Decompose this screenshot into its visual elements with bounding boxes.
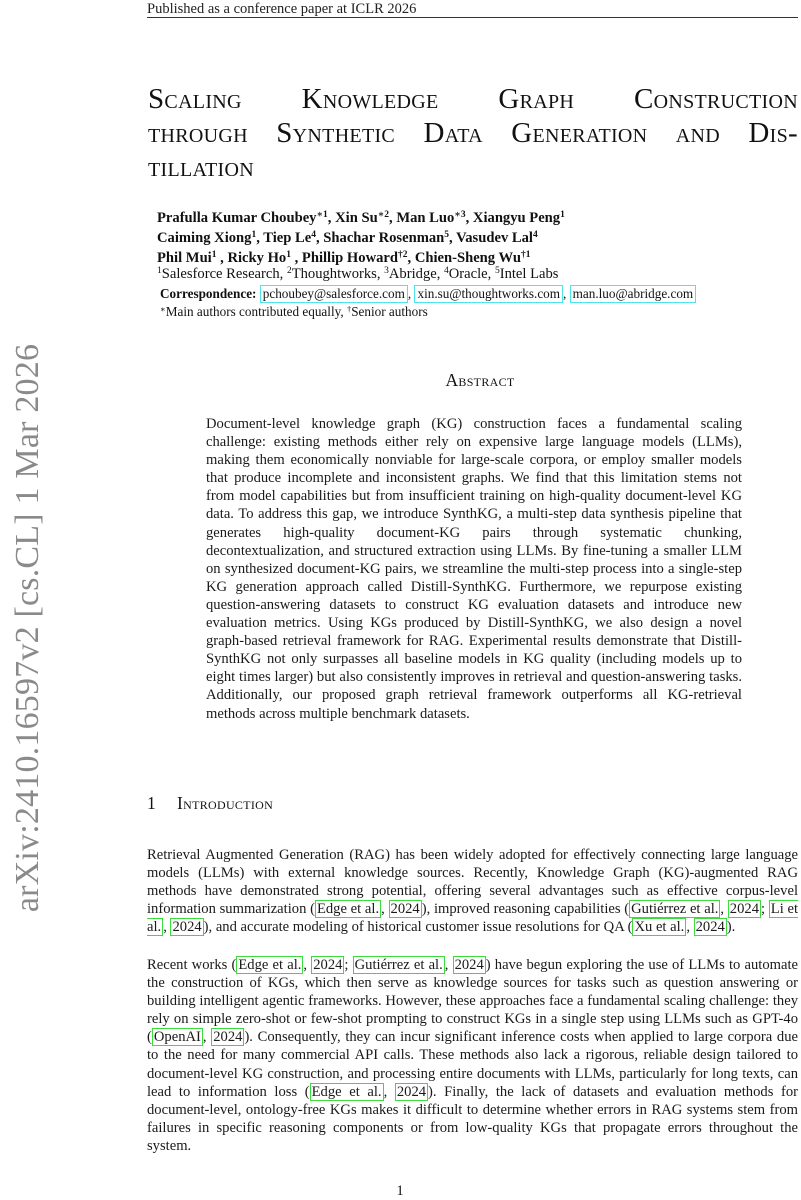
author-name: Caiming Xiong: [157, 230, 252, 246]
author-name: Vasudev Lal: [456, 230, 533, 246]
affiliation-name: Oracle: [448, 266, 488, 282]
section-title: Introduction: [177, 793, 274, 813]
affiliation-mark: 2: [286, 266, 292, 276]
citation-link[interactable]: Li et al.: [147, 901, 799, 936]
author-list: [157, 208, 777, 268]
equal-text: Main authors contributed equally,: [165, 304, 347, 319]
citation-link[interactable]: 2024: [390, 901, 420, 918]
citation-link[interactable]: 2024: [396, 1083, 427, 1100]
affiliation-mark: 5: [494, 266, 500, 276]
author-affiliation-mark: 1: [251, 230, 257, 240]
section-heading-introduction: [147, 792, 547, 814]
author-affiliation-mark: ∗2: [377, 210, 390, 220]
citation-link[interactable]: 2024: [213, 1029, 243, 1046]
affiliations: $^1$Salesforce Research, $^2$Thoughtworks, $^3$Abridge, $^4$Oracle, $^5$Intel Labs: [157, 266, 559, 282]
author-affiliation-mark: †1: [520, 250, 531, 260]
title-line-1: Scaling Knowledge Graph Construction: [148, 83, 798, 115]
author-line-2: Caiming Xiong$^1$, Tiep Le$^4$, Shachar Rosenman$^5$, Vasudev Lal$^4$: [157, 230, 538, 246]
author-name: Phillip Howard: [301, 250, 399, 266]
author-name: Shachar Rosenman: [323, 230, 445, 246]
author-affiliation-mark: 1: [286, 250, 291, 260]
author-name: Phil Mui: [157, 250, 212, 266]
author-line-1: Prafulla Kumar Choubey$^{∗1}$, Xin $Su^{∗2}$, Man Luo$^{∗3}$, Xiangyu Peng$^1$: [157, 210, 565, 226]
author-name: Chien-Sheng Wu: [414, 250, 521, 266]
author-affiliation-mark: ∗1: [316, 210, 328, 220]
affiliation-name: Thoughtworks: [291, 266, 377, 282]
email-link[interactable]: pchoubey@salesforce.com: [260, 285, 408, 303]
author-affiliation-mark: 4: [532, 230, 538, 240]
intro-paragraph-1: Retrieval Augmented Generation (RAG) has been widely adopted for effectively connecting large language models (LLMs) with external knowledge sources. Recently, Knowledge Graph (KG)-augmented RAG methods have demonstrated strong potential, offering several advantages such as effective corpus-level information summarization ( Edge et al. , 2024 ), improved reasoning capabilities ( Gutiérrez et al. , 2024 ; Li et al. , 2024 ), and accurate modeling of historical customer issue resolutions for QA ( Xu et al. , 2024 ).: [147, 847, 799, 936]
author-name: Xin Su: [335, 210, 378, 226]
citation-link[interactable]: Gutiérrez et al.: [631, 901, 719, 918]
citation-link[interactable]: Edge et al.: [311, 1083, 382, 1100]
page-number: 1: [396, 1183, 404, 1199]
equal-mark: ∗: [160, 304, 166, 314]
citation-link[interactable]: Edge et al.: [316, 901, 380, 918]
author-name: Tiep Le: [263, 230, 312, 246]
paper-title: [148, 82, 798, 184]
author-name: Xiangyu Peng: [472, 210, 561, 226]
citation-link[interactable]: OpenAI: [153, 1029, 201, 1046]
senior-text: Senior authors: [351, 304, 428, 319]
author-line-3: Phil Mui$^1$ , Ricky Ho$^1$ , Phillip Howard$^{\dagger 2}$, Chien-Sheng Wu$^{\dagger 1}$: [157, 250, 531, 266]
author-affiliation-mark: †2: [398, 250, 408, 260]
running-head: Published as a conference paper at ICLR 2026: [147, 1, 417, 17]
email-list: pchoubey@salesforce.com , xin.su@thoughtworks.com , man.luo@abridge.com: [260, 286, 696, 301]
affiliation-mark: 1: [157, 266, 162, 276]
citation-link[interactable]: Gutiérrez et al.: [354, 957, 443, 973]
author-affiliation-mark: 4: [311, 230, 316, 240]
affiliation-name: Salesforce Research: [161, 266, 280, 282]
citation-link[interactable]: 2024: [313, 957, 343, 973]
abstract-text: Document-level knowledge graph (KG) construction faces a fundamental scaling challenge: existing methods either rely on expensive large language models (LLMs), making them economically nonviable for large-scale corpora, or employ smaller models that produce incomplete and inconsistent graphs. We find that this limitation stems not from model capabilities but from insufficient training on high-quality document-level KG data. To address this gap, we introduce SynthKG, a multi-step data synthesis pipeline that generates high-quality document-KG pairs through systematic chunking, decontextualization, and structured extraction using LLMs. By fine-tuning a smaller LLM on synthesized document-KG pairs, we streamline the multi-step process into a single-step KG generation approach called Distill-SynthKG. Furthermore, we repurpose existing question-answering datasets to construct KG evaluation datasets and introduce new evaluation metrics. Using KGs produced by Distill-SynthKG, we also design a novel graph-based retrieval framework for RAG. Experimental results demonstrate that Distill-SynthKG not only surpasses all baseline models in KG quality (including models up to eight times larger) but also consistently improves in retrieval and question-answering tasks. Additionally, our proposed graph retrieval framework outperforms all KG-retrieval methods across multiple benchmark datasets.: [206, 416, 742, 722]
intro-paragraph-2: Recent works ( Edge et al. , 2024 ; Gutiérrez et al. , 2024 ) have begun exploring the use of LLMs to automate the construction of KGs, which then serve as knowledge sources for tasks such as question answering or building intelligent agentic frameworks. However, these approaches face a fundamental scaling challenge: they rely on simple zero-shot or few-shot prompting to construct KGs in a single step using LLMs such as GPT-4o ( OpenAI , 2024 ). Consequently, they can incur significant inference costs when applied to large corpora due to the need for many commercial API calls. These methods also lack a rigorous, reliable design tailored to document-level KG construction, and processing entire documents with LLMs, particularly for long texts, can lead to information loss ( Edge et al. , 2024 ). Finally, the lack of datasets and evaluation methods for document-level, ontology-free KGs makes it difficult to determine whether errors in RAG systems stem from failures in specific reasoning components or from low-quality KGs that propagate errors throughout the system.: [147, 957, 799, 1154]
arxiv-stamp: arXiv:2410.16597v2 [cs.CL] 1 Mar 2026: [9, 343, 46, 913]
correspondence: [160, 285, 790, 303]
email-link[interactable]: xin.su@thoughtworks.com: [414, 285, 563, 303]
citation-link[interactable]: 2024: [729, 901, 759, 918]
correspondence-label: Correspondence:: [160, 286, 257, 301]
title-line-3: tillation: [148, 151, 255, 183]
author-affiliation-mark: ∗3: [454, 210, 466, 220]
affiliation-mark: 4: [444, 266, 449, 276]
author-affiliation-mark: 1: [560, 210, 565, 220]
senior-mark: †: [346, 304, 352, 314]
affiliation-name: Intel Labs: [499, 266, 559, 282]
citation-link[interactable]: Xu et al.: [634, 919, 685, 936]
author-affiliation-mark: 1: [211, 250, 217, 260]
citation-link[interactable]: Edge et al.: [238, 957, 302, 973]
citation-link[interactable]: 2024: [695, 919, 725, 936]
header-rule: [147, 17, 798, 18]
abstract-heading: Abstract: [445, 370, 515, 390]
contribution-note: [160, 304, 660, 320]
title-line-2: through Synthetic Data Generation and Dis-: [148, 117, 798, 149]
section-number: 1: [147, 793, 156, 813]
citation-link[interactable]: 2024: [454, 957, 484, 973]
affiliation-mark: 3: [384, 266, 389, 276]
author-name: Man Luo: [396, 210, 455, 226]
affiliation-name: Abridge: [388, 266, 437, 282]
citation-link[interactable]: 2024: [172, 919, 202, 936]
author-name: Ricky Ho: [227, 250, 287, 266]
author-name: Prafulla Kumar Choubey: [157, 210, 317, 226]
email-link[interactable]: man.luo@abridge.com: [570, 285, 697, 303]
author-affiliation-mark: 5: [444, 230, 450, 240]
